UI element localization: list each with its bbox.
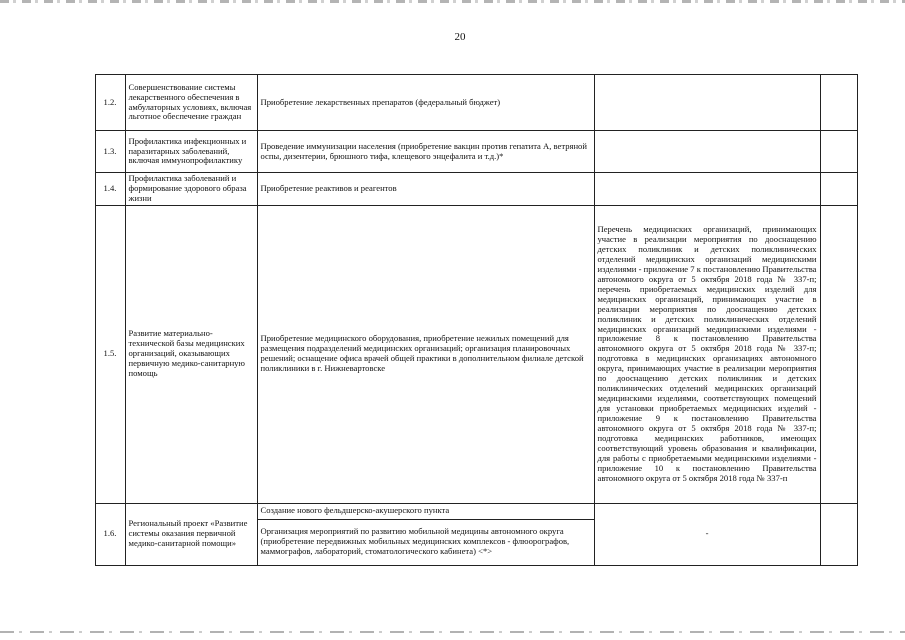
measures-table <box>95 74 858 566</box>
measure-name: Развитие материально-технической базы медицинских организаций, оказывающих первичную медико-санитарную помощь <box>125 205 257 503</box>
regulatory-document <box>594 131 820 173</box>
measure-name: Профилактика заболеваний и формирование здорового образа жизни <box>125 173 257 206</box>
regulatory-document <box>594 75 820 131</box>
measure-description: Приобретение медицинского оборудования, приобретение нежилых помещений для размещения подразделений медицинских организаций; организация планировочных решений; оснащение офиса врачей общей практики в дополнительном филиале детской поликлиники в г. Нижневартовске <box>257 205 594 503</box>
empty-cell <box>820 205 857 503</box>
regulatory-document <box>594 173 820 206</box>
measure-name: Профилактика инфекционных и паразитарных заболеваний, включая иммунопрофилактику <box>125 131 257 173</box>
page-number: 20 <box>454 31 466 43</box>
table-row <box>95 75 857 131</box>
table-row <box>95 205 857 503</box>
measure-description: Приобретение реактивов и реагентов <box>257 173 594 206</box>
scan-edge-bottom <box>0 631 905 633</box>
empty-cell <box>820 173 857 206</box>
table-row <box>95 503 857 519</box>
row-number: 1.3. <box>95 131 125 173</box>
measure-description: Проведение иммунизации населения (приобретение вакцин против гепатита А, ветряной оспы, дизентерии, брюшного тифа, клещевого энцефалита и т.д.)* <box>257 131 594 173</box>
row-number: 1.2. <box>95 75 125 131</box>
row-number: 1.4. <box>95 173 125 206</box>
empty-cell <box>820 131 857 173</box>
table-row <box>95 173 857 206</box>
measure-description: Приобретение лекарственных препаратов (федеральный бюджет) <box>257 75 594 131</box>
table-row <box>95 131 857 173</box>
measure-description: Создание нового фельдшерско-акушерского пункта <box>257 503 594 519</box>
measure-name: Региональный проект «Развитие системы оказания первичной медико-санитарной помощи» <box>125 503 257 565</box>
regulatory-document: Перечень медицинских организаций, принимающих участие в реализации мероприятия по дооснащению детских поликлиник и детских поликлинических отделений медицинских организаций медицинскими изделиями - приложение 7 к постановлению Правительства автономного округа от 5 октября 2018 года № 337-п; перечень приобретаемых медицинских изделий для медицинских организаций, принимающих участие в реализации мероприятия по дооснащению детских поликлиник и детских поликлинических отделений медицинских организаций медицинскими изделиями - приложение 8 к постановлению Правительства автономного округа от 5 октября 2018 года № 337-п; подготовка в медицинских организациях автономного округа, принимающих участие в реализации мероприятия по дооснащению детских поликлиник и детских поликлинических отделений медицинских организаций медицинскими изделиями, соответствующих помещений для установки приобретаемых медицинских изделий - приложение 9 к постановлению Правительства автономного округа от 5 октября 2018 года № 337-п; подготовка медицинских работников, имеющих соответствующий уровень образования и квалификации, для работы с приобретаемыми медицинскими изделиями - приложение 10 к постановлению Правительства автономного округа от 5 октября 2018 года № 337-п <box>594 205 820 503</box>
empty-cell <box>820 75 857 131</box>
measure-name: Совершенствование системы лекарственного обеспечения в амбулаторных условиях, включая льготное обеспечение граждан <box>125 75 257 131</box>
row-number: 1.5. <box>95 205 125 503</box>
row-number: 1.6. <box>95 503 125 565</box>
empty-cell <box>820 503 857 565</box>
measure-description: Организация мероприятий по развитию мобильной медицины автономного округа (приобретение передвижных мобильных медицинских комплексов - флюорографов, маммографов, лабораторий, стоматологического кабинета) <*> <box>257 519 594 565</box>
regulatory-document: - <box>594 503 820 565</box>
scan-edge-top <box>0 0 905 3</box>
